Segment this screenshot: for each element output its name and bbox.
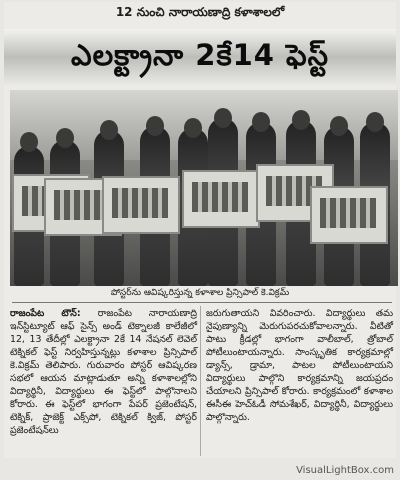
photo-person-head	[366, 112, 384, 132]
event-photo	[10, 90, 398, 286]
headline-band	[4, 29, 396, 85]
photo-person-head	[292, 110, 310, 130]
photo-person-head	[184, 118, 202, 138]
article-body-left: రాజంపేట నారాయణాద్రి ఇన్‌స్టిట్యూట్ ఆఫ్ సైన్స్ అండ్ టెక్నాలజీ కాలేజీలో 12, 13 తేదీల్లో ఎలక్ట్రానా 2కే 14 నేషనల్ లెవెల్ టెక్నికల్ ఫెస్ట్ నిర్వహిస్తున్నట్లు కళాశాల ప్రిన్సిపాల్ కె.విక్రమ్ తెలిపారు. గురువారం పోస్టర్ ఆవిష్కరణ సభలో ఆయన మాట్లాడుతూ అన్ని కళాశాలల్లోని విద్యార్థినీ, విద్యార్థులు ఈ ఫెస్ట్‌లో పాల్గొనాలని కోరారు. ఈ ఫెస్ట్‌లో భాగంగా పేపర్ ప్రజెంటేషన్, టెక్నిక్, ప్రాజెక్ట్ ఎక్స్‌పో, టెక్నికల్ క్విజ్, పోస్టర్ ప్రజెంటేషన్‌లు	[10, 308, 197, 436]
event-poster	[310, 186, 388, 244]
article-kicker: 12 నుంచి నారాయణాద్రి కళాశాలలో	[115, 5, 285, 19]
photo-person-head	[330, 116, 348, 136]
article-column-right	[206, 307, 393, 424]
article-column-left	[10, 307, 197, 437]
photo-person-head	[146, 116, 164, 136]
article-dateline: రాజంపేట టౌన్:	[10, 308, 98, 319]
event-poster	[102, 176, 180, 234]
photo-person-head	[100, 120, 118, 140]
event-poster	[182, 170, 260, 228]
photo-person-head	[214, 108, 232, 128]
photo-person-head	[56, 128, 74, 148]
article-headline: ఎలక్ట్రానా 2కే14 ఫెస్ట్	[70, 38, 330, 72]
photo-caption: పోస్టర్‌ను ఆవిష్కరిస్తున్న కళాశాల ప్రిన్సిపాల్ కె.విక్రమ్	[110, 288, 290, 298]
column-divider	[200, 306, 201, 456]
photo-person-head	[252, 112, 270, 132]
article-body-right: జరుగుతాయని వివరించారు. విద్యార్థులు తమ నైపుణ్యాన్ని మెరుగుపరచుకోవాలన్నారు. వీటితో పాటు క్రీడల్లో భాగంగా వాలీబాల్, త్రోబాల్ పోటీలుంటాయన్నారు. సాంస్కృతిక కార్యక్రమాల్లో డ్యాన్స్, డ్రామా, పాటల పోటీలుంటాయని విద్యార్థులు పాల్గొని కార్యక్రమాన్ని జయప్రదం చేయాలని ప్రిన్సిపాల్ కోరారు. కార్యక్రమంలో కళాశాల ఈసీఈ హెచ్‌ఓడీ సోమశేఖర్, విద్యార్థినీ, విద్యార్థులు పాల్గొన్నారు.	[206, 308, 393, 423]
photo-person-head	[20, 132, 38, 152]
watermark-link[interactable]: VisualLightBox.com	[296, 465, 394, 476]
caption-rule	[12, 302, 392, 303]
newspaper-clipping	[4, 2, 396, 458]
